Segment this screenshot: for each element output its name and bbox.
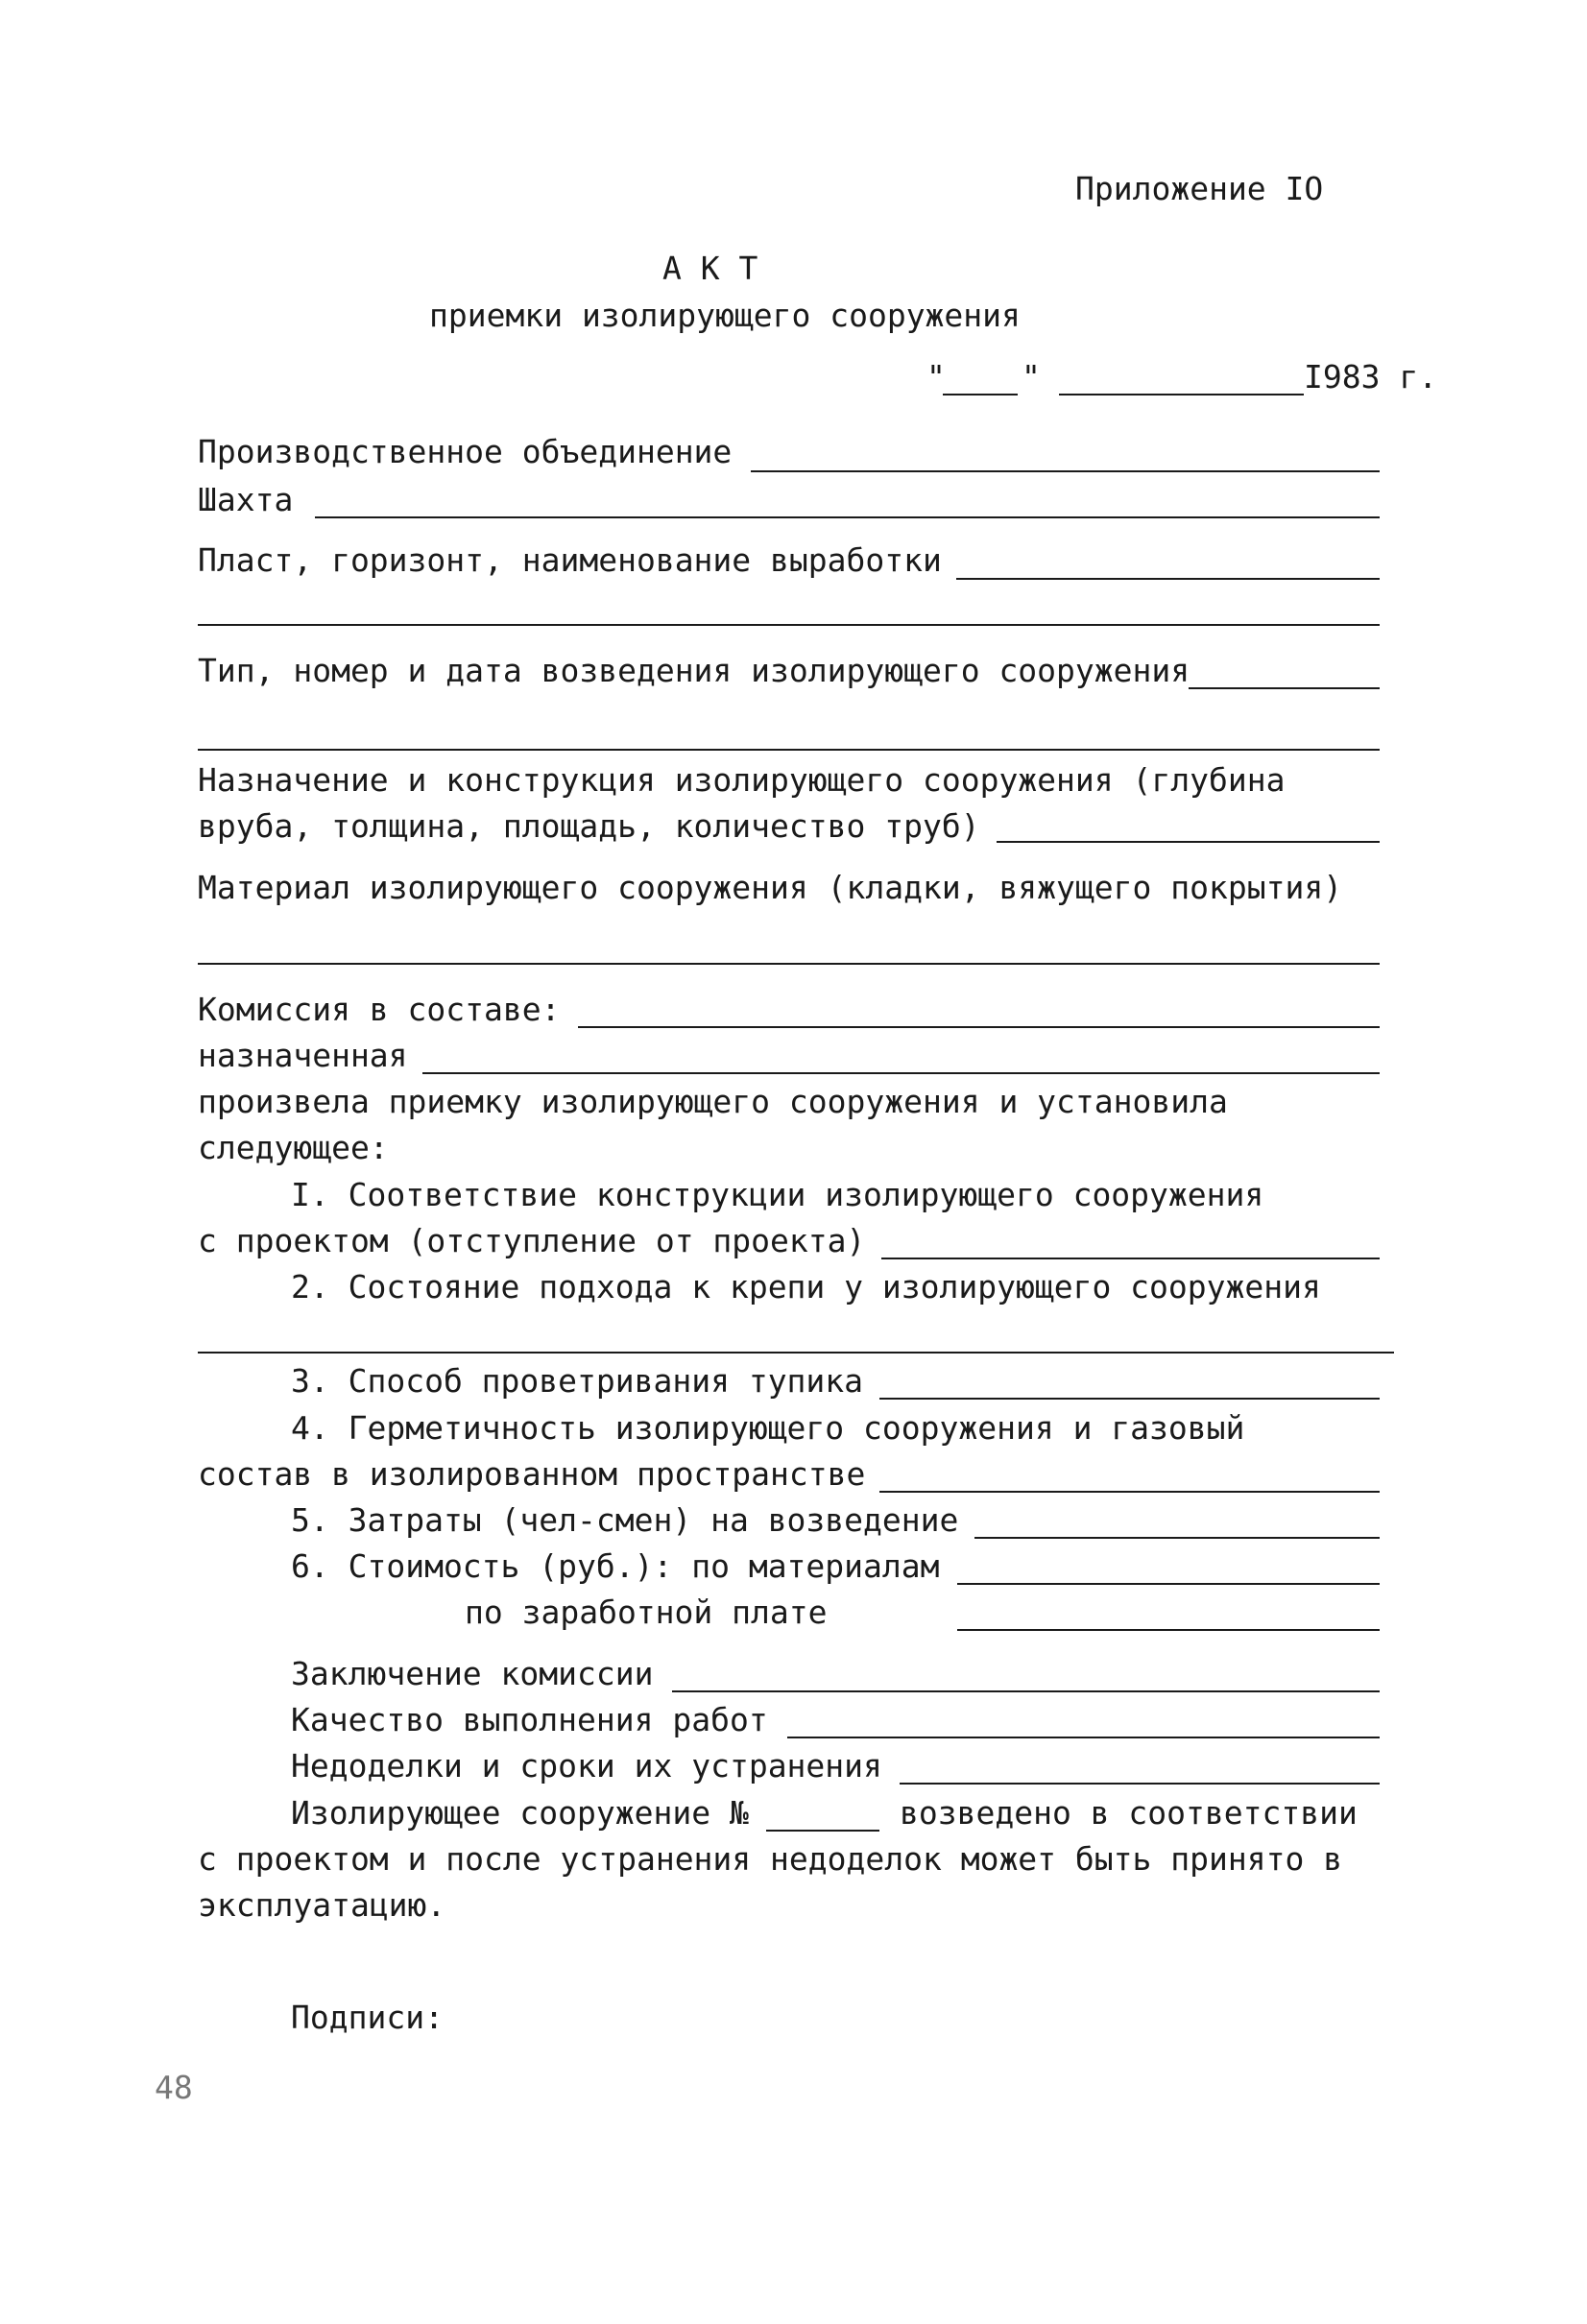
appointed-label: назначенная bbox=[198, 1037, 408, 1074]
type-label: Тип, номер и дата возведения изолирующего сооружения bbox=[198, 652, 1190, 689]
performed-text-2: следующее: bbox=[198, 1129, 389, 1166]
item-4-text: 4. Герметичность изолирующего сооружения и газовый bbox=[291, 1409, 1245, 1447]
date-month-line[interactable] bbox=[1059, 394, 1304, 395]
item-6-materials-line[interactable] bbox=[957, 1583, 1380, 1585]
purpose-line[interactable] bbox=[997, 841, 1380, 843]
material-line[interactable] bbox=[198, 963, 1380, 965]
quality-label: Качество выполнения работ bbox=[291, 1701, 768, 1738]
structure-number-line[interactable] bbox=[766, 1830, 879, 1832]
date-quote-open: " bbox=[926, 358, 946, 395]
item-5-text: 5. Затраты (чел-смен) на возведение bbox=[291, 1501, 959, 1539]
item-6-text: 6. Стоимость (руб.): по материалам bbox=[291, 1547, 940, 1585]
seam-label: Пласт, горизонт, наименование выработки bbox=[198, 541, 942, 579]
structure-number-label: Изолирующее сооружение № bbox=[291, 1794, 749, 1832]
commission-label: Комиссия в составе: bbox=[198, 991, 561, 1028]
act-title: А К Т bbox=[662, 250, 758, 287]
defects-label: Недоделки и сроки их устранения bbox=[291, 1747, 882, 1785]
association-line[interactable] bbox=[751, 470, 1380, 472]
item-1-line[interactable] bbox=[881, 1258, 1380, 1259]
purpose-label-1: Назначение и конструкция изолирующего сооружения (глубина bbox=[198, 761, 1286, 799]
quality-line[interactable] bbox=[787, 1737, 1380, 1738]
appendix-label: Приложение IO bbox=[1075, 170, 1324, 207]
act-subtitle: приемки изолирующего сооружения bbox=[429, 297, 1021, 334]
item-3-text: 3. Способ проветривания тупика bbox=[291, 1362, 864, 1400]
item-1-text: I. Соответствие конструкции изолирующего сооружения bbox=[291, 1176, 1264, 1213]
mine-label: Шахта bbox=[198, 481, 294, 518]
item-2-text: 2. Состояние подхода к крепи у изолирующего сооружения bbox=[291, 1268, 1321, 1306]
material-label: Материал изолирующего сооружения (кладки, вяжущего покрытия) bbox=[198, 869, 1343, 906]
date-quote-close: " bbox=[1022, 358, 1041, 395]
seam-line[interactable] bbox=[956, 578, 1380, 580]
structure-conformity-text: возведено в соответствии bbox=[900, 1794, 1358, 1832]
purpose-label-2: вруба, толщина, площадь, количество труб) bbox=[198, 807, 980, 845]
acceptance-text-2: эксплуатацию. bbox=[198, 1886, 446, 1924]
acceptance-text-1: с проектом и после устранения недоделок может быть принято в bbox=[198, 1840, 1343, 1878]
conclusion-label: Заключение комиссии bbox=[291, 1655, 654, 1692]
appointed-line[interactable] bbox=[422, 1072, 1380, 1074]
item-5-line[interactable] bbox=[974, 1537, 1380, 1539]
item-4-text-2: состав в изолированном пространстве bbox=[198, 1455, 866, 1493]
commission-line[interactable] bbox=[578, 1026, 1380, 1028]
item-3-line[interactable] bbox=[879, 1398, 1380, 1400]
date-year: I983 г. bbox=[1304, 358, 1438, 395]
type-line-2[interactable] bbox=[198, 749, 1380, 751]
signatures-label: Подписи: bbox=[291, 1999, 444, 2036]
item-6-text-2: по заработной плате bbox=[465, 1593, 828, 1631]
performed-text-1: произвела приемку изолирующего сооружения и установила bbox=[198, 1083, 1228, 1120]
mine-line[interactable] bbox=[315, 516, 1380, 518]
item-4-line[interactable] bbox=[879, 1491, 1380, 1493]
defects-line[interactable] bbox=[900, 1783, 1380, 1785]
page-number: 48 bbox=[155, 2069, 193, 2106]
date-day-line[interactable] bbox=[943, 394, 1018, 395]
item-2-line[interactable] bbox=[198, 1352, 1394, 1354]
conclusion-line[interactable] bbox=[672, 1690, 1380, 1692]
type-line[interactable] bbox=[1189, 687, 1380, 689]
item-1-text-2: с проектом (отступление от проекта) bbox=[198, 1222, 866, 1259]
item-6-wages-line[interactable] bbox=[957, 1629, 1380, 1631]
association-label: Производственное объединение bbox=[198, 433, 733, 470]
seam-line-2[interactable] bbox=[198, 624, 1380, 626]
